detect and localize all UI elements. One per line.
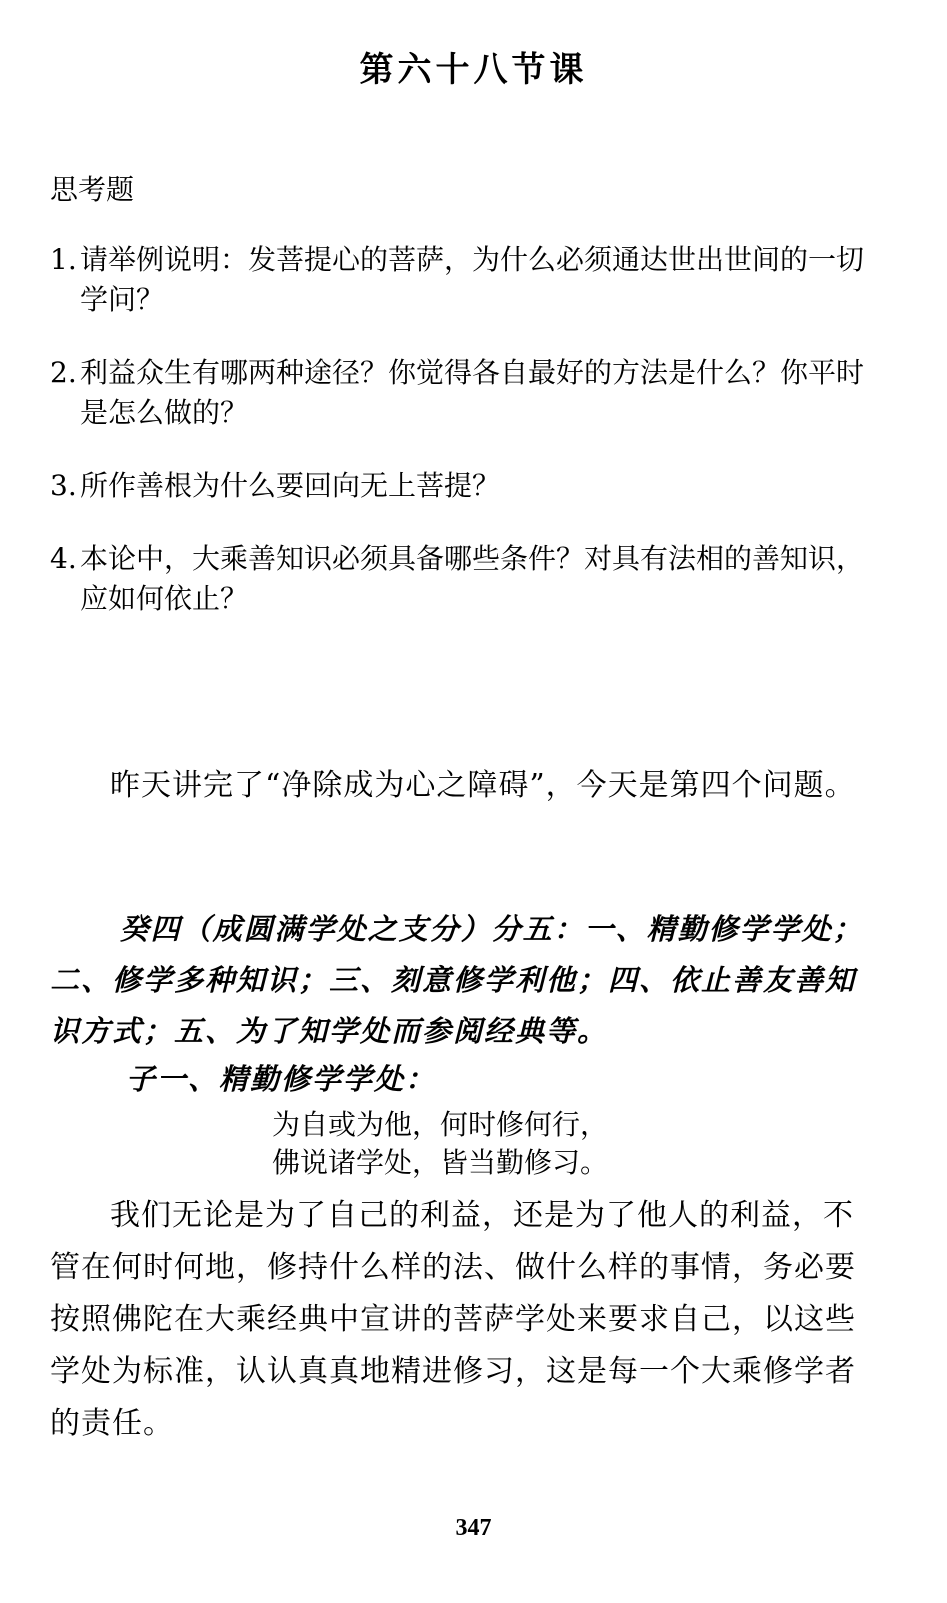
questions-list <box>50 240 880 652</box>
section-sub-heading: 子一、精勤修学学处： <box>126 1062 437 1096</box>
question-number: 1. <box>50 243 77 276</box>
questions-heading: 思考题 <box>50 173 135 206</box>
verse-line: 佛说诸学处，皆当勤修习。 <box>272 1146 609 1179</box>
question-text: 请举例说明：发菩提心的菩萨，为什么必须通达世出世间的一切学问？ <box>80 243 865 316</box>
question-text: 所作善根为什么要回向无上菩提？ <box>80 469 501 502</box>
question-item <box>50 240 880 320</box>
question-text: 本论中，大乘善知识必须具备哪些条件？对具有法相的善知识，应如何依止？ <box>80 542 865 615</box>
intro-paragraph: 昨天讲完了“净除成为心之障碍”，今天是第四个问题。 <box>110 768 856 803</box>
question-number: 2. <box>50 356 77 389</box>
question-text: 利益众生有哪两种途径？你觉得各自最好的方法是什么？你平时是怎么做的？ <box>80 356 865 429</box>
verse-line: 为自或为他，何时修何行， <box>272 1108 609 1141</box>
question-number: 3. <box>50 469 77 502</box>
lesson-title: 第六十八节课 <box>359 50 588 90</box>
question-item <box>50 466 880 506</box>
commentary-paragraph: 我们无论是为了自己的利益，还是为了他人的利益，不管在何时何地，修持什么样的法、做什么样的事情，务必要按照佛陀在大乘经典中宣讲的菩萨学处来要求自己，以这些学处为标准，认认真真地精进修习，这是每一个大乘修学者的责任。 <box>50 1198 856 1441</box>
question-number: 4. <box>50 542 77 575</box>
question-item <box>50 539 880 619</box>
outline-heading: 癸四（成圆满学处之支分）分五：一、精勤修学学处；二、修学多种知识；三、刻意修学利他；四、依止善友善知识方式；五、为了知学处而参阅经典等。 <box>50 912 864 1048</box>
page-number: 347 <box>455 1515 492 1541</box>
question-item <box>50 353 880 433</box>
verse-block <box>272 1106 608 1182</box>
